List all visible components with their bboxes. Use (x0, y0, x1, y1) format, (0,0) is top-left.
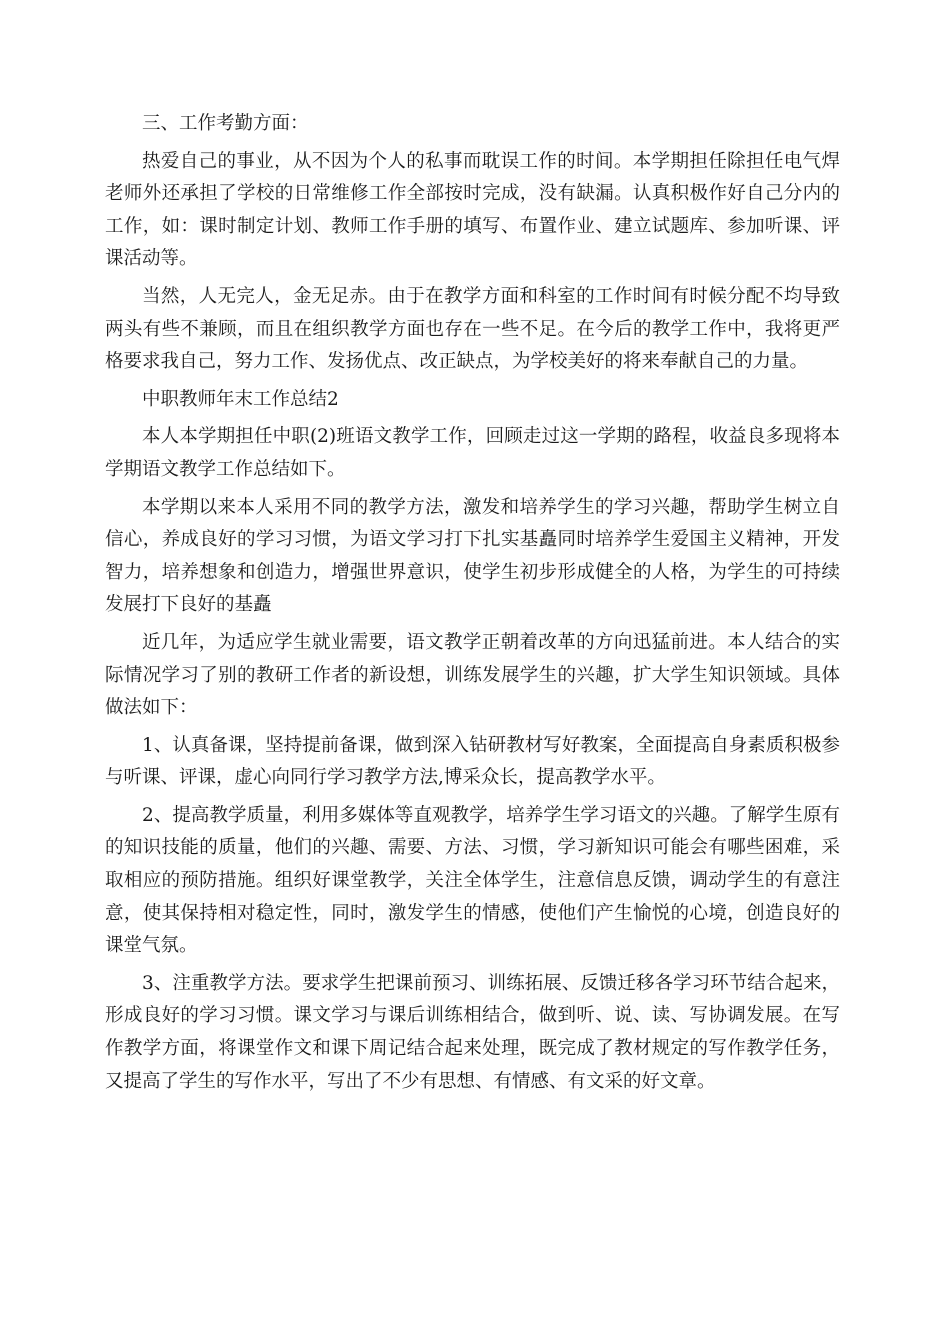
paragraph: 近几年，为适应学生就业需要，语文教学正朝着改革的方向迅猛前进。本人结合的实际情况学习了别的教研工作者的新设想，训练发展学生的兴趣，扩大学生知识领域。具体做法如下： (105, 631, 840, 719)
paragraph: 热爱自己的事业，从不因为个人的私事而耽误工作的时间。本学期担任除担任电气焊老师外还承担了学校的日常维修工作全部按时完成，没有缺漏。认真积极作好自己分内的工作，如：课时制定计划、教师工作手册的填写、布置作业、建立试题库、参加听课、评课活动等。 (105, 150, 840, 270)
section-heading-attendance: 三、工作考勤方面： (142, 113, 309, 134)
section-heading-summary-2: 中职教师年末工作总结2 (142, 388, 339, 410)
list-item-paragraph: 3、注重教学方法。要求学生把课前预习、训练拓展、反馈迁移各学习环节结合起来，形成良好的学习习惯。课文学习与课后训练相结合，做到听、说、读、写协调发展。在写作教学方面，将课堂作文和课下周记结合起来处理，既完成了教材规定的写作教学任务，又提高了学生的写作水平，写出了不少有思想、有情感、有文采的好文章。 (105, 972, 840, 1092)
paragraph: 本人本学期担任中职(2)班语文教学工作，回顾走过这一学期的路程，收益良多现将本学期语文教学工作总结如下。 (105, 426, 840, 480)
paragraph: 本学期以来本人采用不同的教学方法，激发和培养学生的学习兴趣，帮助学生树立自信心，养成良好的学习习惯，为语文学习打下扎实基矗同时培养学生爱国主义精神，开发智力，培养想象和创造力，增强世界意识，使学生初步形成健全的人格，为学生的可持续发展打下良好的基矗 (105, 496, 840, 616)
document-body (105, 108, 840, 1103)
list-item-paragraph: 1、认真备课，坚持提前备课，做到深入钻研教材写好教案，全面提高自身素质积极参与听课、评课，虚心向同行学习教学方法,博采众长，提高教学水平。 (105, 734, 840, 789)
paragraph: 当然，人无完人，金无足赤。由于在教学方面和科室的工作时间有时候分配不均导致两头有些不兼顾，而且在组织教学方面也存在一些不足。在今后的教学工作中，我将更严格要求我自己，努力工作、发扬优点、改正缺点，为学校美好的将来奉献自己的力量。 (105, 285, 840, 373)
list-item-paragraph: 2、提高教学质量，利用多媒体等直观教学，培养学生学习语文的兴趣。了解学生原有的知识技能的质量，他们的兴趣、需要、方法、习惯，学习新知识可能会有哪些困难，采取相应的预防措施。组织好课堂教学，关注全体学生，注意信息反馈，调动学生的有意注意，使其保持相对稳定性，同时，激发学生的情感，使他们产生愉悦的心境，创造良好的课堂气氛。 (105, 804, 840, 957)
